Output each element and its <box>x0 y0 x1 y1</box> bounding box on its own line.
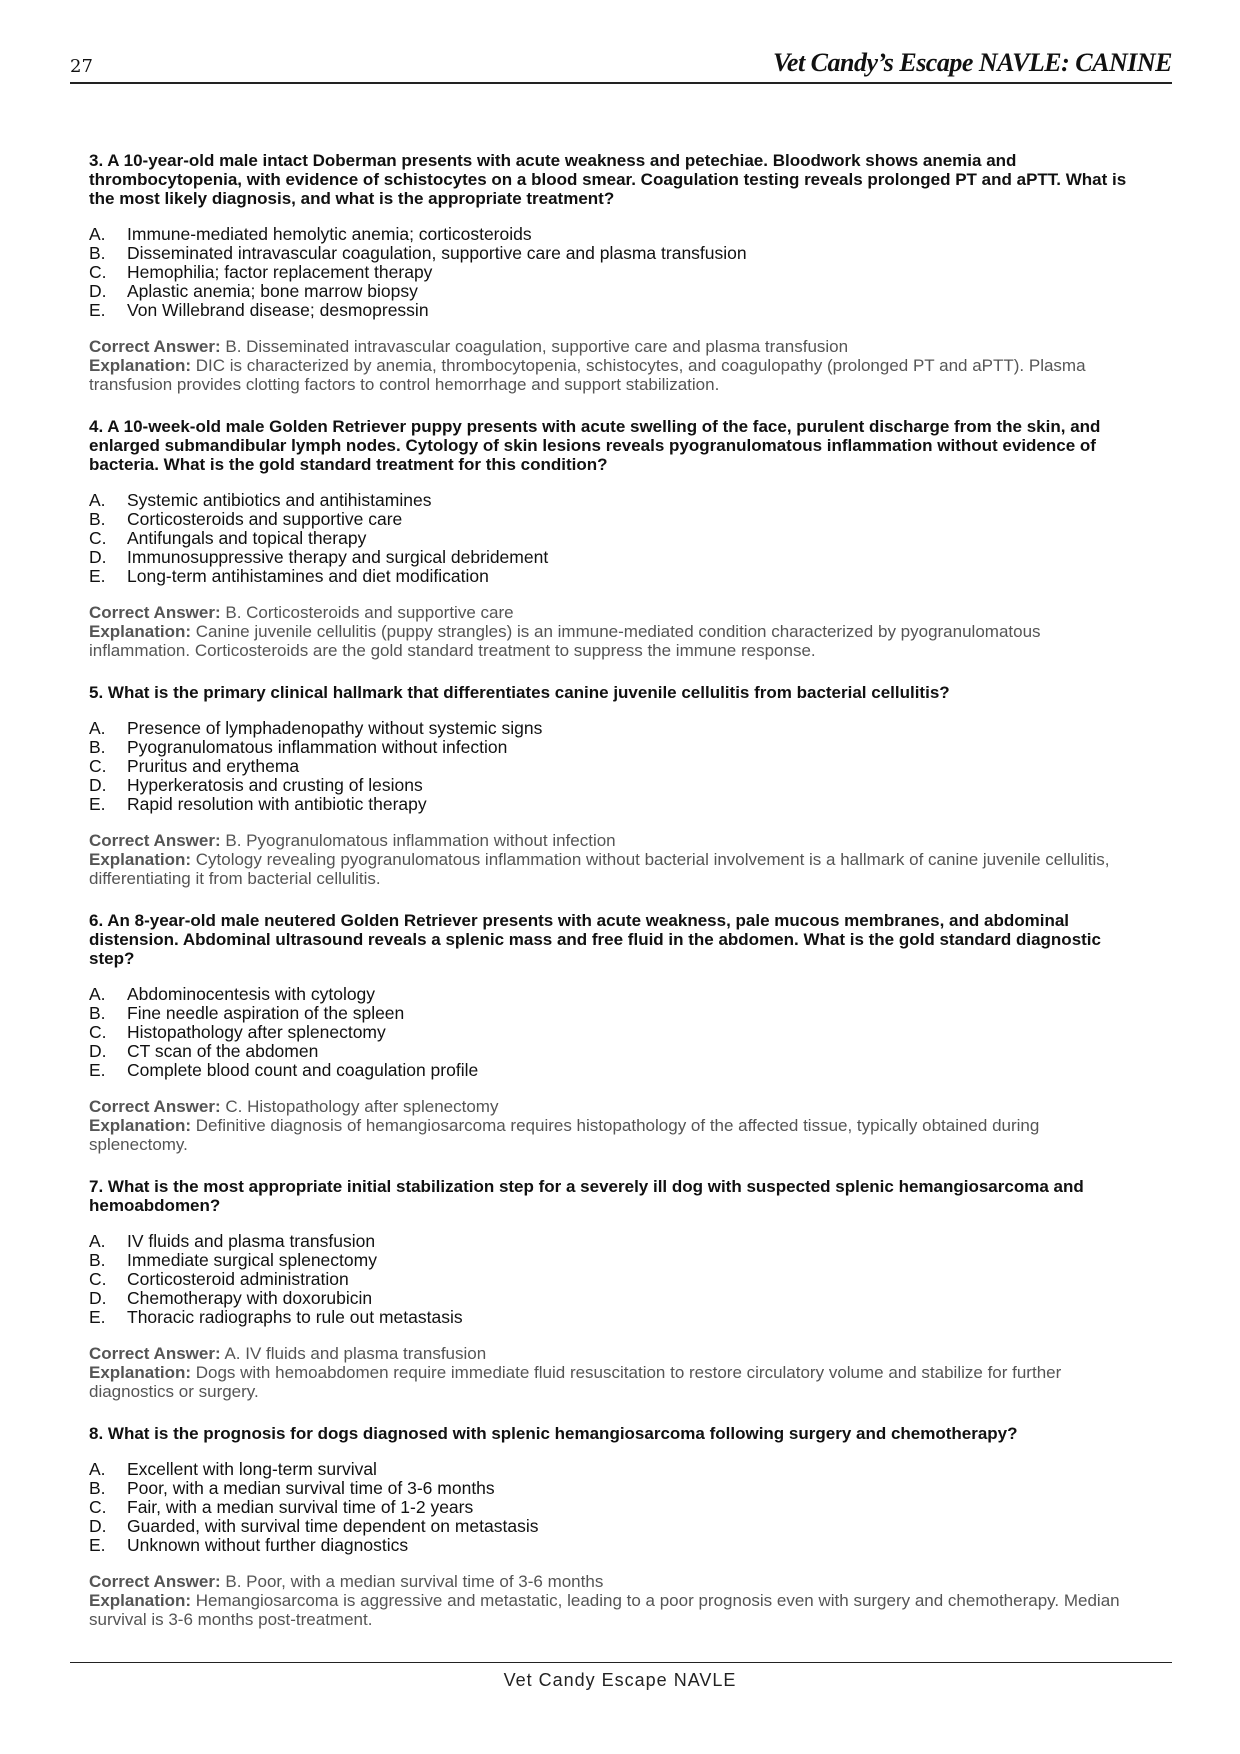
correct-answer-text: A. IV fluids and plasma transfusion <box>224 1344 487 1363</box>
option-text: Pyogranulomatous inflammation without infection <box>127 737 508 757</box>
explanation-label: Explanation: <box>89 356 192 375</box>
option-text: Antifungals and topical therapy <box>127 528 367 548</box>
correct-answer-label: Correct Answer: <box>89 1344 221 1363</box>
option-c <box>89 1023 1139 1042</box>
option-letter: B. <box>89 1250 106 1270</box>
option-d <box>89 1517 1139 1536</box>
question-text: 7. What is the most appropriate initial stabilization step for a severely ill dog with suspected splenic hemangiosarcoma and hemoabdomen? <box>89 1177 1084 1215</box>
correct-answer-label: Correct Answer: <box>89 1572 221 1591</box>
option-letter: A. <box>89 984 106 1004</box>
option-text: Hyperkeratosis and crusting of lesions <box>127 775 423 795</box>
option-letter: C. <box>89 1022 107 1042</box>
option-b <box>89 244 1139 263</box>
option-text: Corticosteroid administration <box>127 1269 349 1289</box>
answer-block <box>89 831 1139 888</box>
correct-answer <box>89 1097 1139 1116</box>
option-a <box>89 1232 1139 1251</box>
option-text: Thoracic radiographs to rule out metastasis <box>127 1307 463 1327</box>
option-letter: C. <box>89 1497 107 1517</box>
correct-answer-text: B. Corticosteroids and supportive care <box>225 603 514 622</box>
option-b <box>89 1479 1139 1498</box>
option-text: IV fluids and plasma transfusion <box>127 1231 376 1251</box>
option-c <box>89 1498 1139 1517</box>
option-text: Systemic antibiotics and antihistamines <box>127 490 432 510</box>
option-e <box>89 1061 1139 1080</box>
explanation-label: Explanation: <box>89 1591 192 1610</box>
question-3 <box>89 151 1139 394</box>
option-e <box>89 567 1139 586</box>
question-7 <box>89 1177 1139 1401</box>
option-text: Complete blood count and coagulation profile <box>127 1060 479 1080</box>
option-letter: D. <box>89 281 107 301</box>
option-a <box>89 1460 1139 1479</box>
option-text: CT scan of the abdomen <box>127 1041 319 1061</box>
option-d <box>89 282 1139 301</box>
explanation-label: Explanation: <box>89 1363 192 1382</box>
answer-block <box>89 337 1139 394</box>
option-text: Excellent with long-term survival <box>127 1459 377 1479</box>
option-text: Corticosteroids and supportive care <box>127 509 403 529</box>
option-text: Chemotherapy with doxorubicin <box>127 1288 373 1308</box>
option-a <box>89 719 1139 738</box>
explanation-text: DIC is characterized by anemia, thrombocytopenia, schistocytes, and coagulopathy (prolonged PT and aPTT). Plasma transfusion provides clotting factors to control hemorrhage and support stabilization. <box>89 356 1086 394</box>
question-text: 4. A 10-week-old male Golden Retriever puppy presents with acute swelling of the face, purulent discharge from the skin, and enlarged submandibular lymph nodes. Cytology of skin lesions reveals pyogranulomatous inflammation without evidence of bacteria. What is the gold standard treatment for this condition? <box>89 417 1101 474</box>
option-text: Hemophilia; factor replacement therapy <box>127 262 433 282</box>
option-b <box>89 738 1139 757</box>
option-letter: B. <box>89 1003 106 1023</box>
option-letter: D. <box>89 1041 107 1061</box>
option-letter: D. <box>89 775 107 795</box>
option-letter: B. <box>89 737 106 757</box>
option-letter: D. <box>89 1288 107 1308</box>
option-c <box>89 263 1139 282</box>
option-letter: A. <box>89 224 106 244</box>
footer-divider <box>70 1662 1172 1663</box>
question-list <box>89 151 1139 1652</box>
answer-block <box>89 1097 1139 1154</box>
question-8 <box>89 1424 1139 1629</box>
option-letter: E. <box>89 794 106 814</box>
option-b <box>89 1004 1139 1023</box>
option-text: Abdominocentesis with cytology <box>127 984 376 1004</box>
question-text: 8. What is the prognosis for dogs diagnosed with splenic hemangiosarcoma following surgery and chemotherapy? <box>89 1424 1018 1443</box>
explanation-label: Explanation: <box>89 1116 192 1135</box>
option-c <box>89 757 1139 776</box>
option-text: Fair, with a median survival time of 1-2 years <box>127 1497 474 1517</box>
option-text: Long-term antihistamines and diet modification <box>127 566 489 586</box>
option-text: Immunosuppressive therapy and surgical debridement <box>127 547 549 567</box>
page-number: 27 <box>70 56 93 77</box>
option-letter: A. <box>89 1459 106 1479</box>
option-text: Fine needle aspiration of the spleen <box>127 1003 405 1023</box>
answer-options <box>89 225 1139 320</box>
correct-answer-text: C. Histopathology after splenectomy <box>225 1097 499 1116</box>
question-4 <box>89 417 1139 660</box>
explanation <box>89 1116 1139 1154</box>
book-title: Vet Candy’s Escape NAVLE: CANINE <box>772 48 1172 77</box>
option-d <box>89 548 1139 567</box>
correct-answer <box>89 337 1139 356</box>
option-e <box>89 1308 1139 1327</box>
correct-answer-text: B. Disseminated intravascular coagulation, supportive care and plasma transfusion <box>225 337 849 356</box>
answer-options <box>89 985 1139 1080</box>
option-text: Immediate surgical splenectomy <box>127 1250 377 1270</box>
option-letter: E. <box>89 1535 106 1555</box>
explanation <box>89 356 1139 394</box>
option-text: Poor, with a median survival time of 3-6 months <box>127 1478 495 1498</box>
option-letter: E. <box>89 566 106 586</box>
page-header <box>70 48 1172 84</box>
correct-answer-text: B. Pyogranulomatous inflammation without infection <box>225 831 616 850</box>
option-d <box>89 1042 1139 1061</box>
option-text: Unknown without further diagnostics <box>127 1535 409 1555</box>
option-a <box>89 491 1139 510</box>
correct-answer <box>89 831 1139 850</box>
question-5 <box>89 683 1139 888</box>
correct-answer <box>89 1572 1139 1591</box>
explanation <box>89 850 1139 888</box>
option-text: Pruritus and erythema <box>127 756 300 776</box>
page-footer: Vet Candy Escape NAVLE <box>503 1670 737 1690</box>
question-6 <box>89 911 1139 1154</box>
answer-block <box>89 1572 1139 1629</box>
option-c <box>89 529 1139 548</box>
option-letter: B. <box>89 1478 106 1498</box>
explanation-text: Hemangiosarcoma is aggressive and metastatic, leading to a poor prognosis even with surgery and chemotherapy. Median survival is 3-6 months post-treatment. <box>89 1591 1120 1629</box>
answer-options <box>89 719 1139 814</box>
option-b <box>89 510 1139 529</box>
option-letter: E. <box>89 1307 106 1327</box>
option-text: Aplastic anemia; bone marrow biopsy <box>127 281 418 301</box>
option-letter: A. <box>89 1231 106 1251</box>
option-letter: C. <box>89 528 107 548</box>
option-text: Presence of lymphadenopathy without systemic signs <box>127 718 543 738</box>
explanation <box>89 1363 1139 1401</box>
explanation-label: Explanation: <box>89 622 192 641</box>
option-e <box>89 1536 1139 1555</box>
correct-answer-label: Correct Answer: <box>89 1097 221 1116</box>
option-a <box>89 985 1139 1004</box>
explanation-label: Explanation: <box>89 850 192 869</box>
option-letter: E. <box>89 300 106 320</box>
option-letter: B. <box>89 243 106 263</box>
option-c <box>89 1270 1139 1289</box>
option-e <box>89 795 1139 814</box>
correct-answer-label: Correct Answer: <box>89 831 221 850</box>
option-text: Histopathology after splenectomy <box>127 1022 386 1042</box>
option-letter: C. <box>89 1269 107 1289</box>
option-text: Disseminated intravascular coagulation, supportive care and plasma transfusion <box>127 243 747 263</box>
correct-answer-text: B. Poor, with a median survival time of 3-6 months <box>225 1572 604 1591</box>
answer-options <box>89 491 1139 586</box>
answer-block <box>89 1344 1139 1401</box>
explanation-text: Canine juvenile cellulitis (puppy strangles) is an immune-mediated condition characterized by pyogranulomatous inflammation. Corticosteroids are the gold standard treatment to suppress the immune response. <box>89 622 1041 660</box>
explanation-text: Cytology revealing pyogranulomatous inflammation without bacterial involvement is a hallmark of canine juvenile cellulitis, differentiating it from bacterial cellulitis. <box>89 850 1110 888</box>
option-text: Rapid resolution with antibiotic therapy <box>127 794 427 814</box>
option-letter: A. <box>89 490 106 510</box>
option-letter: A. <box>89 718 106 738</box>
answer-options <box>89 1232 1139 1327</box>
question-text: 3. A 10-year-old male intact Doberman presents with acute weakness and petechiae. Bloodwork shows anemia and thrombocytopenia, with evidence of schistocytes on a blood smear. Coagulation testing reveals prolonged PT and aPTT. What is the most likely diagnosis, and what is the appropriate treatment? <box>89 151 1127 208</box>
answer-options <box>89 1460 1139 1555</box>
explanation <box>89 622 1139 660</box>
explanation-text: Dogs with hemoabdomen require immediate fluid resuscitation to restore circulatory volume and stabilize for further diagnostics or surgery. <box>89 1363 1062 1401</box>
correct-answer <box>89 603 1139 622</box>
explanation-text: Definitive diagnosis of hemangiosarcoma requires histopathology of the affected tissue, typically obtained during splenectomy. <box>89 1116 1040 1154</box>
answer-block <box>89 603 1139 660</box>
correct-answer <box>89 1344 1139 1363</box>
question-text: 6. An 8-year-old male neutered Golden Retriever presents with acute weakness, pale mucous membranes, and abdominal distension. Abdominal ultrasound reveals a splenic mass and free fluid in the abdomen. What is the gold standard diagnostic step? <box>89 911 1101 968</box>
option-e <box>89 301 1139 320</box>
option-text: Immune-mediated hemolytic anemia; corticosteroids <box>127 224 532 244</box>
option-b <box>89 1251 1139 1270</box>
option-letter: C. <box>89 262 107 282</box>
option-text: Von Willebrand disease; desmopressin <box>127 300 429 320</box>
explanation <box>89 1591 1139 1629</box>
question-text: 5. What is the primary clinical hallmark that differentiates canine juvenile cellulitis from bacterial cellulitis? <box>89 683 950 702</box>
correct-answer-label: Correct Answer: <box>89 603 221 622</box>
option-letter: D. <box>89 547 107 567</box>
option-text: Guarded, with survival time dependent on metastasis <box>127 1516 539 1536</box>
correct-answer-label: Correct Answer: <box>89 337 221 356</box>
option-letter: C. <box>89 756 107 776</box>
option-letter: D. <box>89 1516 107 1536</box>
option-letter: E. <box>89 1060 106 1080</box>
option-d <box>89 1289 1139 1308</box>
option-d <box>89 776 1139 795</box>
option-a <box>89 225 1139 244</box>
option-letter: B. <box>89 509 106 529</box>
